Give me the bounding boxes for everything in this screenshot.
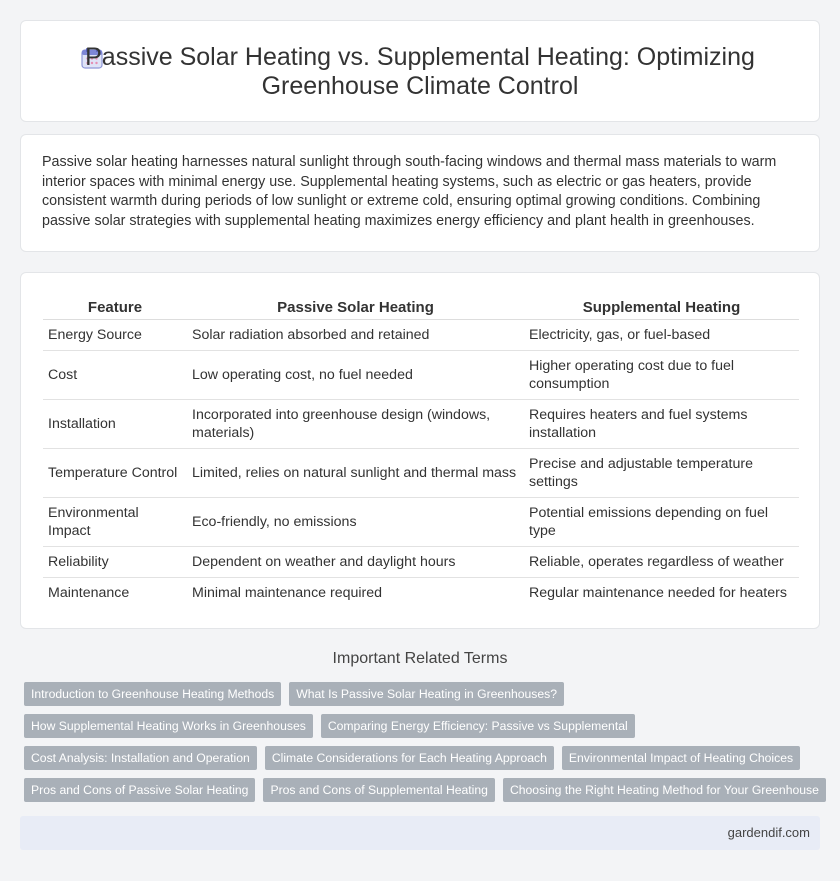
table-header-row [43, 295, 799, 319]
supplemental-cell: Requires heaters and fuel systems installation [524, 399, 799, 448]
passive-cell: Limited, relies on natural sunlight and thermal mass [187, 448, 524, 497]
page-title: Passive Solar Heating vs. Supplemental Heating: Optimizing Greenhouse Climate Control [85, 43, 755, 100]
related-term-link[interactable]: Environmental Impact of Heating Choices [562, 746, 800, 770]
feature-cell: Reliability [43, 546, 187, 577]
tag-row [24, 714, 824, 738]
passive-cell: Incorporated into greenhouse design (windows, materials) [187, 399, 524, 448]
passive-cell: Minimal maintenance required [192, 584, 383, 601]
table-row [43, 350, 799, 399]
comparison-table [43, 295, 799, 608]
table-row [43, 448, 799, 497]
table-row [43, 319, 799, 350]
related-term-link[interactable]: Introduction to Greenhouse Heating Methods [24, 682, 281, 706]
supplemental-cell: Potential emissions depending on fuel type [524, 497, 799, 546]
related-term-link[interactable]: Pros and Cons of Supplemental Heating [263, 778, 494, 802]
related-term-link[interactable]: Comparing Energy Efficiency: Passive vs Supplemental [321, 714, 635, 738]
feature-cell: Installation [43, 399, 187, 448]
intro-card [20, 134, 820, 252]
feature-cell: Environmental Impact [43, 497, 187, 546]
related-terms-list [24, 682, 824, 810]
related-terms-heading: Important Related Terms [332, 650, 508, 667]
header-feature: Feature [43, 295, 187, 319]
table-row [43, 399, 799, 448]
tag-row [24, 778, 824, 802]
supplemental-cell: Regular maintenance needed for heaters [529, 584, 787, 601]
related-term-link[interactable]: Cost Analysis: Installation and Operation [24, 746, 257, 770]
passive-cell: Dependent on weather and daylight hours [187, 546, 524, 577]
tag-row [24, 746, 824, 770]
related-term-link[interactable]: Choosing the Right Heating Method for Your Greenhouse [503, 778, 826, 802]
header-supplemental: Supplemental Heating [524, 295, 799, 319]
table-row [43, 546, 799, 577]
supplemental-cell: Reliable, operates regardless of weather [524, 546, 799, 577]
header-passive-solar: Passive Solar Heating [187, 295, 524, 319]
feature-cell: Cost [43, 350, 187, 399]
tag-row [24, 682, 824, 706]
supplemental-cell: Precise and adjustable temperature settings [524, 448, 799, 497]
passive-cell: Solar radiation absorbed and retained [187, 319, 524, 350]
intro-paragraph: Passive solar heating harnesses natural sunlight through south-facing windows and thermal mass materials to warm interior spaces with minimal energy use. Supplemental heating systems, such as electric or gas heaters, provide consistent warmth during periods of low sunlight or extreme cold, ensuring optimal growing conditions. Combining passive solar strategies with supplemental heating maximizes energy efficiency and plant health in greenhouses. [42, 154, 777, 229]
footer-site-link[interactable]: gardendif.com [727, 825, 810, 840]
table-row [43, 577, 799, 608]
supplemental-cell: Higher operating cost due to fuel consumption [524, 350, 799, 399]
related-term-link[interactable]: Pros and Cons of Passive Solar Heating [24, 778, 255, 802]
table-row [43, 497, 799, 546]
feature-cell: Maintenance [48, 584, 130, 601]
footer [20, 816, 820, 850]
feature-cell: Energy Source [43, 319, 187, 350]
passive-cell: Eco-friendly, no emissions [187, 497, 524, 546]
related-term-link[interactable]: How Supplemental Heating Works in Greenhouses [24, 714, 313, 738]
feature-cell: Temperature Control [43, 448, 187, 497]
title-card [20, 20, 820, 122]
related-term-link[interactable]: Climate Considerations for Each Heating Approach [265, 746, 554, 770]
passive-cell: Low operating cost, no fuel needed [187, 350, 524, 399]
supplemental-cell: Electricity, gas, or fuel-based [524, 319, 799, 350]
related-term-link[interactable]: What Is Passive Solar Heating in Greenhouses? [289, 682, 564, 706]
comparison-card [20, 272, 820, 629]
